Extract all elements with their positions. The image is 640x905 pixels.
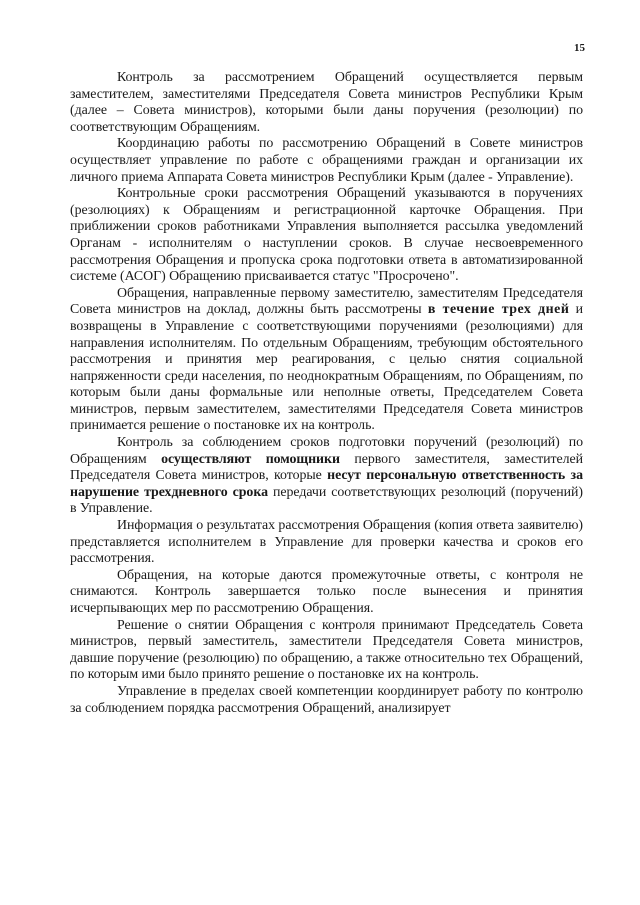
document-body (70, 70, 583, 717)
paragraph (70, 186, 583, 286)
paragraph (70, 136, 583, 186)
text-segment: Координацию работы по рассмотрению Обращений в Совете министров осуществляет управление по работе с обращениями граждан и организации их личного приема Аппарата Совета министров Республики Крым (далее - Управление). (70, 136, 583, 185)
paragraph (70, 518, 583, 568)
text-segment: первого заместителя, заместителей Председателя Совета министров, которые (70, 451, 583, 484)
text-segment: Управление в пределах своей компетенции координирует работу по контролю за соблюдением порядка рассмотрения Обращений, анализирует (70, 683, 583, 716)
paragraph (70, 568, 583, 618)
bold-text: в течение трех дней (427, 302, 570, 318)
text-segment: Контрольные сроки рассмотрения Обращений указываются в поручениях (резолюциях) к Обращениям и регистрационной карточке Обращения. При приближении сроков работниками Управления выполняется рассылка уведомлений Органам - исполнителям о наступлении сроков. В случае несвоевременного рассмотрения Обращения и пропуска срока подготовки ответа в автоматизированной системе (АСОГ) Обращению присваивается статус "Просрочено". (70, 186, 583, 285)
bold-text: осуществляют помощники (161, 451, 340, 467)
text-segment: и возвращены в Управление с соответствующими поручениями (резолюциями) для направления исполнителям. По отдельным Обращениям, требующим обстоятельного рассмотрения и принятия мер реагирования, с целью снятия социальной напряженности среди населения, по неоднократным Обращениям, по Обращениям, по которым были даны формальные или неполные ответы, Председателем Совета министров, первым заместителем, заместителями Председателя Совета министров принимается решение о постановке их на контроль. (70, 302, 584, 434)
bold-text: несут персональную ответственность за нарушение трехдневного срока (70, 468, 583, 500)
text-segment: Контроль за соблюдением сроков подготовки поручений (резолюций) по Обращениям (70, 435, 583, 467)
paragraph (70, 286, 583, 435)
text-segment: Контроль за рассмотрением Обращений осуществляется первым заместителем, заместителями Председателя Совета министров Республики Крым (далее – Совета министров), которыми были даны поручения (резолюции) по соответствующим Обращениям. (70, 70, 583, 135)
text-segment: передачи соответствующих резолюций (поручений) в Управление. (70, 484, 583, 517)
paragraph (70, 435, 583, 518)
page-number: 15 (574, 42, 585, 54)
text-segment: Решение о снятии Обращения с контроля принимают Председатель Совета министров, первый заместитель, заместители Председателя Совета министров, давшие поручение (резолюцию) по обращению, а также относительно тех Обращений, по которым ими было принято решение о постановке их на контроль. (70, 617, 583, 683)
text-segment: Обращения, направленные первому заместителю, заместителям Председателя Совета министров на доклад, должны быть рассмотрены (70, 285, 583, 318)
paragraph (70, 70, 583, 136)
paragraph (70, 684, 583, 717)
text-segment: Обращения, на которые даются промежуточные ответы, с контроля не снимаются. Контроль завершается только после вынесения и принятия исчерпывающих мер по рассмотрению Обращения. (70, 567, 583, 616)
paragraph (70, 618, 583, 684)
text-segment: Информация о результатах рассмотрения Обращения (копия ответа заявителю) представляется исполнителем в Управление для проверки качества и сроков его рассмотрения. (70, 518, 583, 567)
